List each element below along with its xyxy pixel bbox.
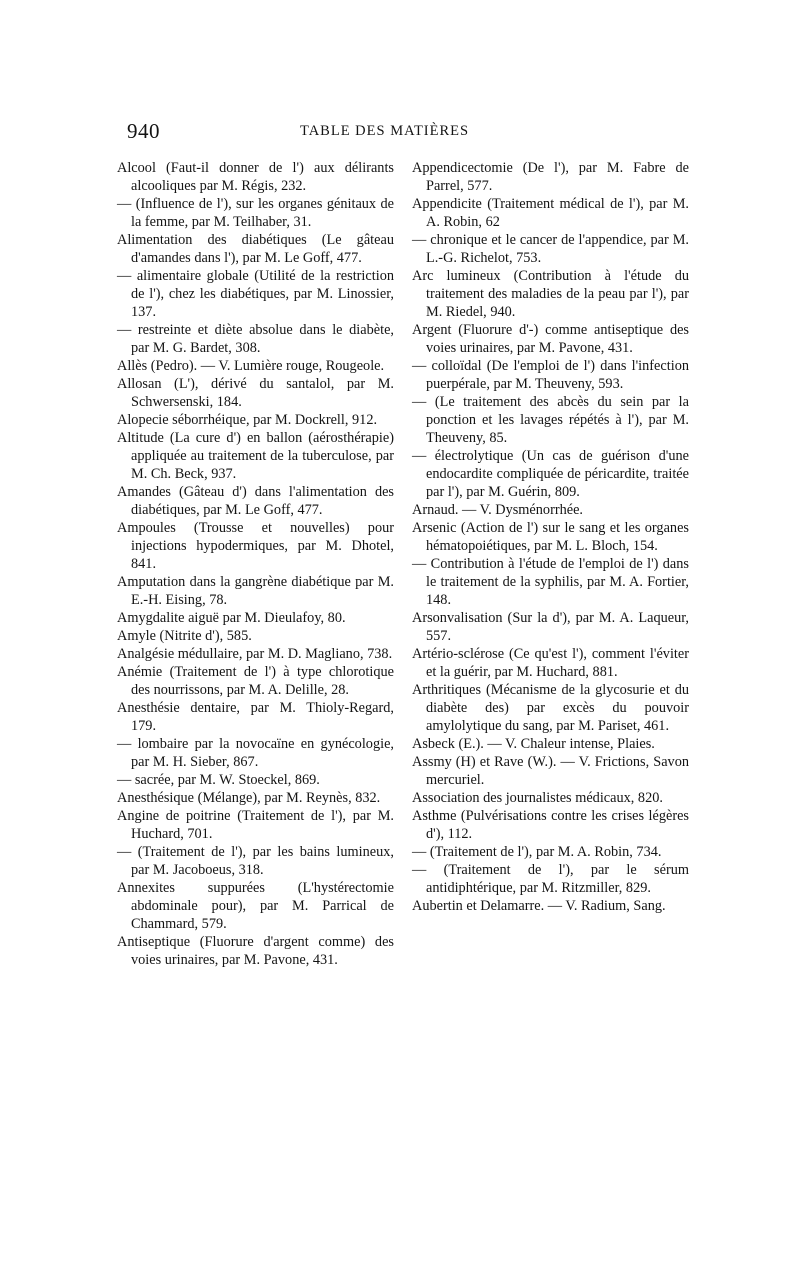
index-entry: Anémie (Traitement de l') à type chlorotique des nourrissons, par M. A. Delille, 28. bbox=[117, 664, 394, 698]
index-entry: Aubertin et Delamarre. — V. Radium, Sang. bbox=[412, 898, 666, 914]
index-entry: Allès (Pedro). — V. Lumière rouge, Rougeole. bbox=[117, 358, 385, 374]
index-entry: — (Le traitement des abcès du sein par la ponction et les lavages répétés à l'), par M. Theuveny, 85. bbox=[412, 394, 689, 446]
index-entry: Arthritiques (Mécanisme de la glycosurie et du diabète des) par excès du pouvoir amylolytique du sang, par M. Pariset, 461. bbox=[412, 682, 689, 734]
right-column bbox=[412, 159, 689, 915]
index-entry: Argent (Fluorure d'-) comme antiseptique des voies urinaires, par M. Pavone, 431. bbox=[412, 322, 689, 356]
index-entry: Antiseptique (Fluorure d'argent comme) des voies urinaires, par M. Pavone, 431. bbox=[117, 934, 394, 968]
index-entry: Annexites suppurées (L'hystérectomie abdominale pour), par M. Parrical de Chammard, 579. bbox=[117, 880, 394, 932]
index-entry: Association des journalistes médicaux, 820. bbox=[412, 790, 663, 806]
index-entry: Alopecie séborrhéique, par M. Dockrell, 912. bbox=[117, 412, 378, 428]
index-entry: Artério-sclérose (Ce qu'est l'), comment l'éviter et la guérir, par M. Huchard, 881. bbox=[412, 646, 689, 680]
index-entry: — (Influence de l'), sur les organes génitaux de la femme, par M. Teilhaber, 31. bbox=[117, 196, 394, 230]
index-entry: Anesthésique (Mélange), par M. Reynès, 832. bbox=[117, 790, 381, 806]
running-head: TABLE DES MATIÈRES bbox=[300, 123, 470, 139]
index-entry: — restreinte et diète absolue dans le diabète, par M. G. Bardet, 308. bbox=[117, 322, 394, 356]
page-number: 940 bbox=[127, 119, 160, 143]
index-entry: Amandes (Gâteau d') dans l'alimentation des diabétiques, par M. Le Goff, 477. bbox=[117, 484, 394, 518]
index-entry: — Contribution à l'étude de l'emploi de l') dans le traitement de la syphilis, par M. A. Fortier, 148. bbox=[412, 556, 689, 608]
left-column bbox=[117, 159, 394, 969]
index-entry: Amygdalite aiguë par M. Dieulafoy, 80. bbox=[117, 610, 346, 626]
index-entry: — colloïdal (De l'emploi de l') dans l'infection puerpérale, par M. Theuveny, 593. bbox=[412, 358, 689, 392]
index-entry: Asthme (Pulvérisations contre les crises légères d'), 112. bbox=[412, 808, 689, 842]
index-entry: Allosan (L'), dérivé du santalol, par M. Schwersenski, 184. bbox=[117, 376, 394, 410]
index-entry: — (Traitement de l'), par M. A. Robin, 734. bbox=[412, 844, 662, 860]
index-entry: Ampoules (Trousse et nouvelles) pour injections hypodermiques, par M. Dhotel, 841. bbox=[117, 520, 394, 572]
index-entry: Appendicite (Traitement médical de l'), par M. A. Robin, 62 bbox=[412, 196, 689, 230]
index-entry: — lombaire par la novocaïne en gynécologie, par M. H. Sieber, 867. bbox=[117, 736, 394, 770]
index-entry: — sacrée, par M. W. Stoeckel, 869. bbox=[117, 772, 320, 788]
index-entry: Arsonvalisation (Sur la d'), par M. A. Laqueur, 557. bbox=[412, 610, 689, 644]
index-entry: Arnaud. — V. Dysménorrhée. bbox=[412, 502, 584, 518]
index-entry: Assmy (H) et Rave (W.). — V. Frictions, Savon mercuriel. bbox=[412, 754, 689, 788]
index-entry: — alimentaire globale (Utilité de la restriction de l'), chez les diabétiques, par M. Linossier, 137. bbox=[117, 268, 394, 320]
index-entry: Angine de poitrine (Traitement de l'), par M. Huchard, 701. bbox=[117, 808, 394, 842]
index-entry: Arc lumineux (Contribution à l'étude du traitement des maladies de la peau par l'), par M. Riedel, 940. bbox=[412, 268, 689, 320]
index-entry: — chronique et le cancer de l'appendice, par M. L.-G. Richelot, 753. bbox=[412, 232, 689, 266]
index-entry: Arsenic (Action de l') sur le sang et les organes hématopoiétiques, par M. L. Bloch, 154. bbox=[412, 520, 689, 554]
index-entry: Asbeck (E.). — V. Chaleur intense, Plaies. bbox=[412, 736, 655, 752]
index-entry: — électrolytique (Un cas de guérison d'une endocardite compliquée de péricardite, traitée par l'), par M. Guérin, 809. bbox=[412, 448, 689, 500]
index-entry: — (Traitement de l'), par les bains lumineux, par M. Jacoboeus, 318. bbox=[117, 844, 394, 878]
index-entry: Altitude (La cure d') en ballon (aérosthérapie) appliquée au traitement de la tuberculose, par M. Ch. Beck, 937. bbox=[117, 430, 394, 482]
index-entry: Alimentation des diabétiques (Le gâteau d'amandes dans l'), par M. Le Goff, 477. bbox=[117, 232, 394, 266]
index-entry: Analgésie médullaire, par M. D. Magliano, 738. bbox=[117, 646, 393, 662]
index-entry: Amyle (Nitrite d'), 585. bbox=[117, 628, 252, 644]
index-entry: Amputation dans la gangrène diabétique par M. E.-H. Eising, 78. bbox=[117, 574, 394, 608]
index-entry: Anesthésie dentaire, par M. Thioly-Regard, 179. bbox=[117, 700, 394, 734]
index-entry: Alcool (Faut-il donner de l') aux délirants alcooliques par M. Régis, 232. bbox=[117, 160, 394, 194]
index-entry: — (Traitement de l'), par le sérum antidiphtérique, par M. Ritzmiller, 829. bbox=[412, 862, 689, 896]
index-entry: Appendicectomie (De l'), par M. Fabre de Parrel, 577. bbox=[412, 160, 689, 194]
